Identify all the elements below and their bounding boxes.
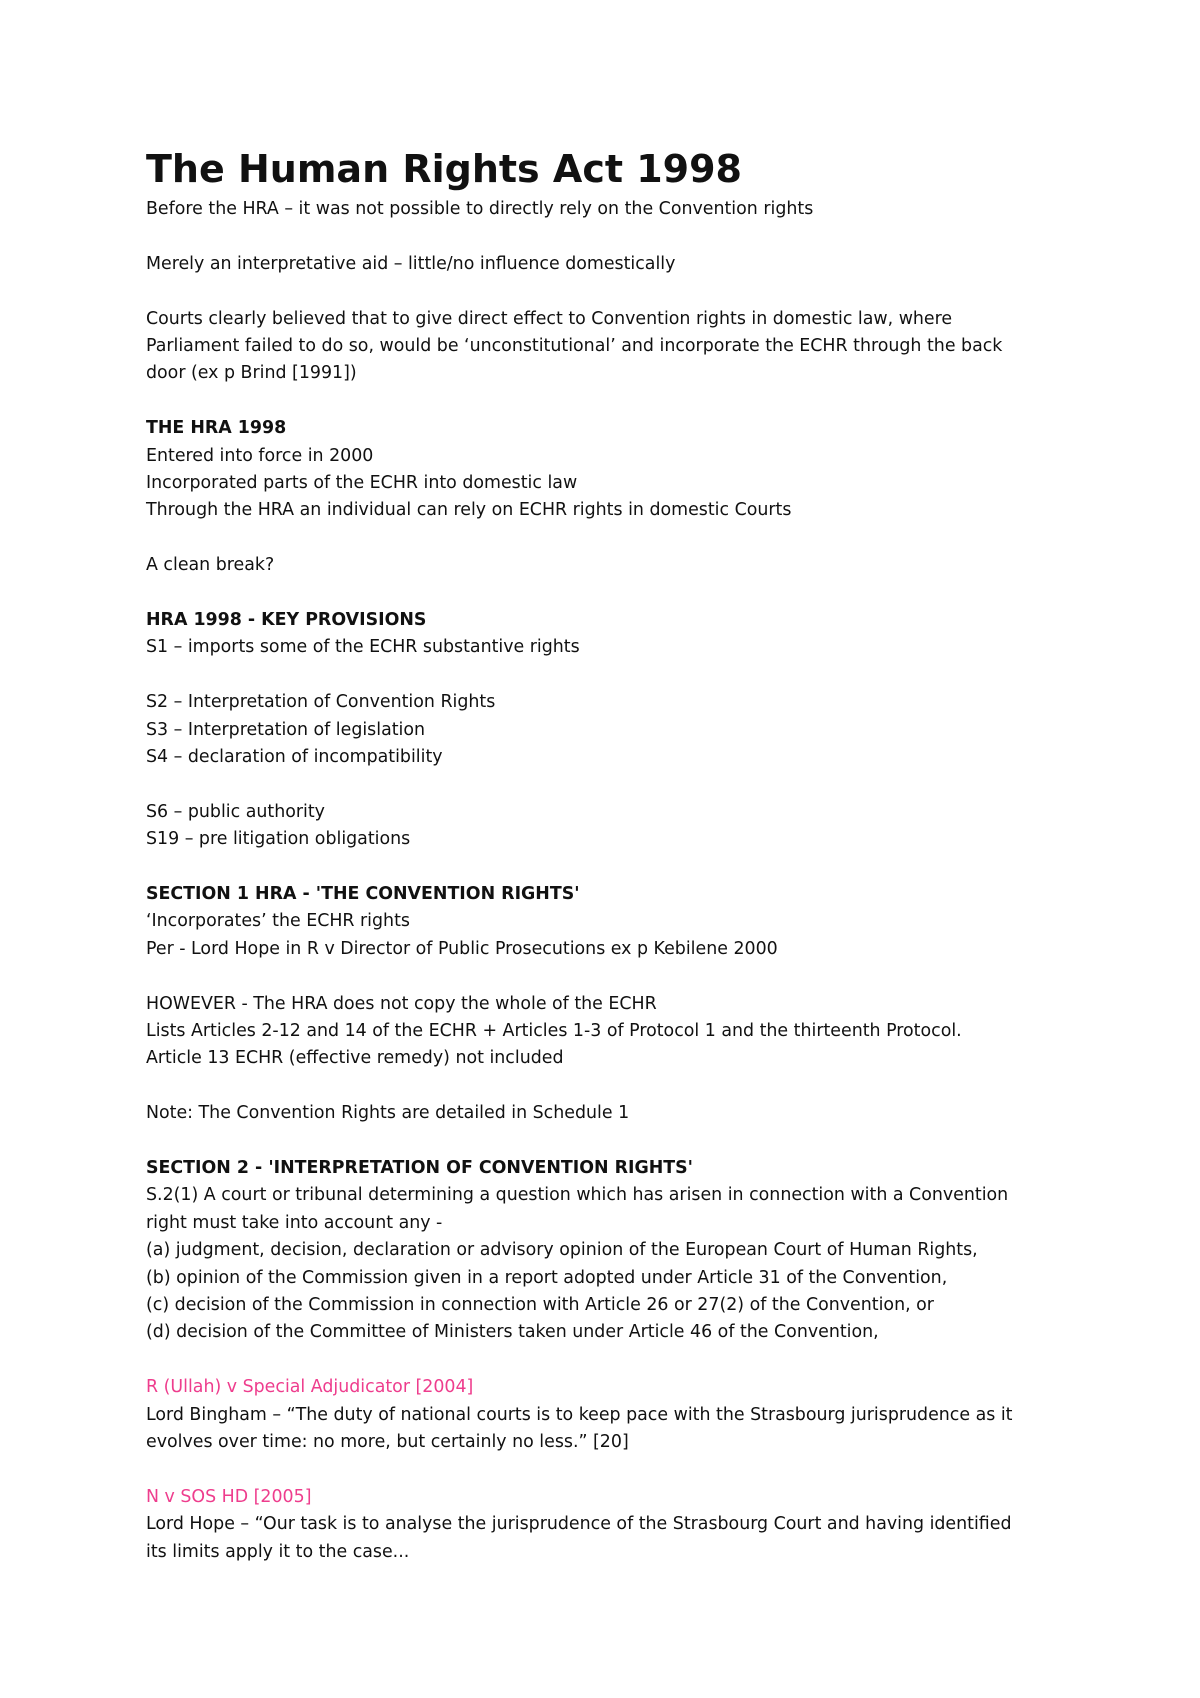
text-line: its limits apply it to the case...: [146, 1541, 410, 1562]
text-line: Lord Hope – “Our task is to analyse the jurisprudence of the Strasbourg Court and having identified: [146, 1514, 1012, 1535]
paragraph: [146, 306, 1086, 388]
paragraph: [146, 1374, 1086, 1456]
text-line: ‘Incorporates’ the ECHR rights: [146, 911, 410, 932]
text-line: evolves over time: no more, but certainly no less.” [20]: [146, 1432, 629, 1453]
paragraph: [146, 196, 1086, 223]
text-line: S4 – declaration of incompatibility: [146, 747, 443, 768]
text-line: (b) opinion of the Commission given in a report adopted under Article 31 of the Convention,: [146, 1267, 948, 1288]
paragraph-spacer: [146, 1347, 1086, 1374]
text-line: (c) decision of the Commission in connection with Article 26 or 27(2) of the Convention, or: [146, 1295, 934, 1316]
paragraph-spacer: [146, 580, 1086, 607]
text-line: door (ex p Brind [1991]): [146, 363, 357, 384]
text-line: Parliament failed to do so, would be ‘unconstitutional’ and incorporate the ECHR through the back: [146, 336, 1003, 356]
text-line: S3 – Interpretation of legislation: [146, 719, 426, 740]
text-line: Incorporated parts of the ECHR into domestic law: [146, 473, 578, 494]
text-line: Lists Articles 2-12 and 14 of the ECHR + Articles 1-3 of Protocol 1 and the thirteenth Protocol.: [146, 1021, 962, 1042]
document-content: [146, 196, 1086, 1566]
text-line: S.2(1) A court or tribunal determining a question which has arisen in connection with a Convention: [146, 1185, 1009, 1206]
case-citation: N v SOS HD [2005]: [146, 1486, 312, 1507]
paragraph: [146, 607, 1086, 662]
paragraph: [146, 799, 1086, 854]
text-line: Before the HRA – it was not possible to directly rely on the Convention rights: [146, 199, 814, 219]
paragraph-spacer: [146, 1457, 1086, 1484]
paragraph-spacer: [146, 854, 1086, 881]
paragraph: [146, 881, 1086, 963]
text-line: S19 – pre litigation obligations: [146, 829, 411, 850]
paragraph-spacer: [146, 388, 1086, 415]
section-heading: SECTION 2 - 'INTERPRETATION OF CONVENTION RIGHTS': [146, 1158, 694, 1179]
section-heading: HRA 1998 - KEY PROVISIONS: [146, 610, 427, 631]
text-line: A clean break?: [146, 555, 275, 576]
text-line: Lord Bingham – “The duty of national courts is to keep pace with the Strasbourg jurisprudence as it: [146, 1404, 1013, 1425]
case-citation: R (Ullah) v Special Adjudicator [2004]: [146, 1377, 474, 1398]
text-line: Per - Lord Hope in R v Director of Public Prosecutions ex p Kebilene 2000: [146, 938, 778, 959]
text-line: S6 – public authority: [146, 801, 325, 822]
paragraph-spacer: [146, 771, 1086, 798]
document-body: [146, 142, 1086, 1566]
paragraph-spacer: [146, 525, 1086, 552]
text-line: Through the HRA an individual can rely on ECHR rights in domestic Courts: [146, 500, 792, 521]
text-line: (d) decision of the Committee of Ministers taken under Article 46 of the Convention,: [146, 1322, 879, 1343]
paragraph-spacer: [146, 1128, 1086, 1155]
paragraph: [146, 1484, 1086, 1566]
paragraph: [146, 251, 1086, 278]
paragraph-spacer: [146, 1073, 1086, 1100]
document-title: The Human Rights Act 1998: [146, 147, 742, 191]
paragraph: [146, 1155, 1086, 1347]
paragraph: [146, 552, 1086, 579]
paragraph-spacer: [146, 278, 1086, 305]
text-line: Entered into force in 2000: [146, 445, 374, 466]
paragraph-spacer: [146, 223, 1086, 250]
text-line: S2 – Interpretation of Convention Rights: [146, 692, 496, 713]
text-line: Note: The Convention Rights are detailed in Schedule 1: [146, 1103, 630, 1124]
text-line: Merely an interpretative aid – little/no influence domestically: [146, 253, 676, 274]
text-line: S1 – imports some of the ECHR substantive rights: [146, 637, 580, 658]
text-line: (a) judgment, decision, declaration or advisory opinion of the European Court of Human Rights,: [146, 1240, 978, 1261]
paragraph: [146, 415, 1086, 525]
paragraph-spacer: [146, 963, 1086, 990]
section-heading: THE HRA 1998: [146, 418, 287, 439]
paragraph: [146, 1100, 1086, 1127]
text-line: Article 13 ECHR (effective remedy) not included: [146, 1048, 564, 1069]
text-line: Courts clearly believed that to give direct effect to Convention rights in domestic law, where: [146, 308, 953, 329]
text-line: HOWEVER - The HRA does not copy the whole of the ECHR: [146, 993, 657, 1014]
paragraph: [146, 991, 1086, 1073]
text-line: right must take into account any -: [146, 1212, 443, 1233]
paragraph: [146, 689, 1086, 771]
paragraph-spacer: [146, 662, 1086, 689]
section-heading: SECTION 1 HRA - 'THE CONVENTION RIGHTS': [146, 884, 580, 905]
